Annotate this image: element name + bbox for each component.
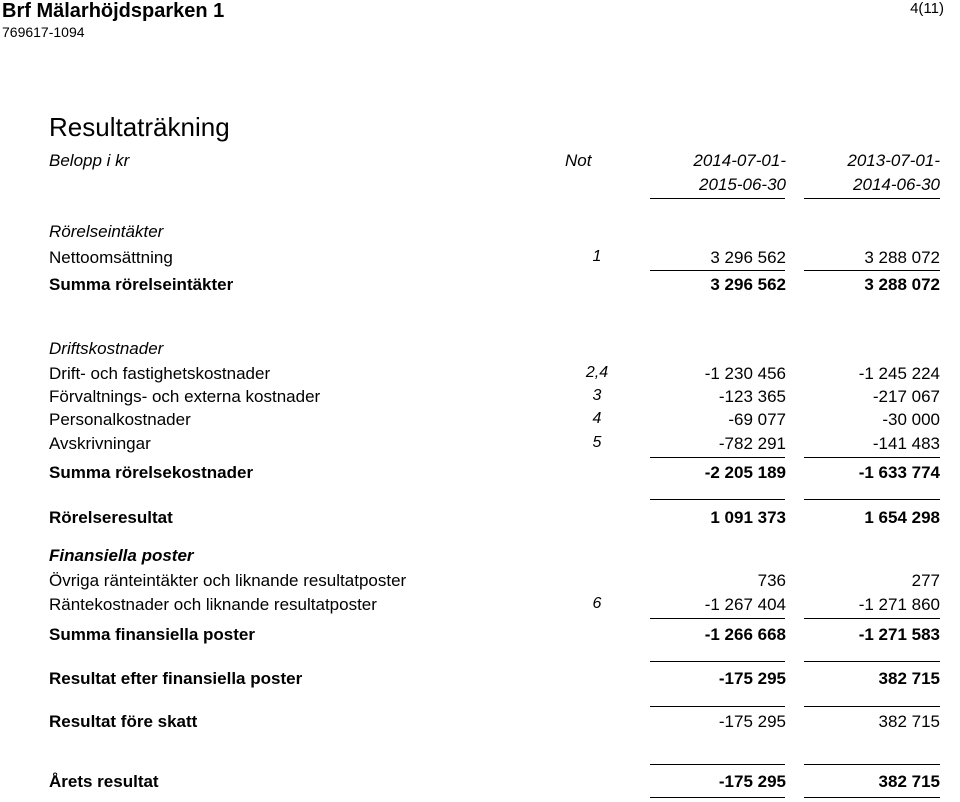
subtotal-rule [650, 270, 785, 271]
row-value-period2: 3 288 072 [864, 275, 940, 294]
row-value-period2: 382 715 [878, 772, 940, 791]
page-title: Resultaträkning [49, 112, 230, 142]
row-label: Resultat före skatt [49, 712, 198, 731]
subtotal-rule [650, 706, 785, 707]
row-label: Räntekostnader och liknande resultatposter [49, 595, 377, 614]
period1-header-line1: 2014-07-01- [693, 151, 786, 170]
row-value-period1: 1 091 373 [710, 508, 786, 527]
subtotal-rule [804, 499, 940, 500]
row-value-period1: -175 295 [718, 772, 786, 791]
row-value-period1: -1 266 668 [704, 625, 786, 644]
header-rule-period2 [804, 198, 940, 199]
row-value-period2: 3 288 072 [864, 248, 940, 267]
row-label: Resultat efter finansiella poster [49, 669, 303, 688]
row-note: 4 [592, 410, 602, 427]
table-row [0, 364, 960, 386]
section-heading-financial [0, 546, 960, 568]
row-label: Nettoomsättning [49, 248, 173, 267]
row-value-period1: -2 205 189 [704, 463, 786, 482]
table-row-subtotal [0, 508, 960, 530]
row-value-period2: -1 271 860 [858, 595, 940, 614]
table-row [0, 387, 960, 409]
row-label: Avskrivningar [49, 434, 151, 453]
period1-header-line2: 2015-06-30 [699, 175, 786, 194]
row-value-period1: 3 296 562 [710, 248, 786, 267]
row-value-period1: -175 295 [718, 712, 786, 731]
table-row [0, 712, 960, 734]
table-row-subtotal [0, 275, 960, 297]
period2-header-line1: 2013-07-01- [847, 151, 940, 170]
period2-header-line2: 2014-06-30 [853, 175, 940, 194]
table-row-subtotal [0, 463, 960, 485]
page-number: 4(11) [910, 0, 944, 17]
row-value-period1: -123 365 [718, 387, 786, 406]
row-value-period2: 382 715 [878, 712, 940, 731]
total-double-rule [804, 797, 940, 798]
subtotal-rule [804, 661, 940, 662]
row-label: Driftskostnader [49, 339, 164, 358]
subtotal-rule [804, 618, 940, 619]
total-double-rule [650, 797, 785, 798]
row-label: Summa finansiella poster [49, 625, 255, 644]
row-value-period1: -1 230 456 [704, 364, 786, 383]
table-row [0, 595, 960, 617]
row-value-period2: -1 271 583 [858, 625, 940, 644]
row-label: Övriga ränteintäkter och liknande resultatposter [49, 571, 407, 590]
subtotal-rule [650, 764, 785, 765]
table-row-subtotal [0, 625, 960, 647]
row-note: 2,4 [585, 364, 609, 381]
row-note: 3 [592, 387, 602, 404]
row-note: 1 [592, 248, 602, 265]
row-value-period2: -141 483 [872, 434, 940, 453]
row-value-period1: -782 291 [718, 434, 786, 453]
row-value-period2: 1 654 298 [864, 508, 940, 527]
subtotal-rule [650, 499, 785, 500]
row-label: Rörelseintäkter [49, 222, 164, 241]
row-value-period2: -1 633 774 [858, 463, 940, 482]
header-rule-period1 [650, 198, 785, 199]
table-row [0, 410, 960, 432]
amount-unit-label: Belopp i kr [49, 151, 130, 170]
table-row-subtotal [0, 669, 960, 691]
subtotal-rule [804, 457, 940, 458]
row-value-period2: -30 000 [882, 410, 940, 429]
row-value-period1: -69 077 [728, 410, 786, 429]
table-row-total [0, 772, 960, 794]
subtotal-rule [650, 457, 785, 458]
row-label: Summa rörelseintäkter [49, 275, 234, 294]
row-label: Summa rörelsekostnader [49, 463, 254, 482]
row-label: Förvaltnings- och externa kostnader [49, 387, 321, 406]
row-value-period2: 277 [911, 571, 940, 590]
table-row [0, 571, 960, 593]
subtotal-rule [804, 706, 940, 707]
row-value-period1: -1 267 404 [704, 595, 786, 614]
row-label: Personalkostnader [49, 410, 191, 429]
organization-number: 769617-1094 [2, 24, 85, 40]
row-value-period2: -1 245 224 [858, 364, 940, 383]
subtotal-rule [804, 270, 940, 271]
row-value-period2: 382 715 [878, 669, 940, 688]
row-value-period1: -175 295 [718, 669, 786, 688]
row-label: Rörelseresultat [49, 508, 173, 527]
row-value-period1: 3 296 562 [710, 275, 786, 294]
row-label: Drift- och fastighetskostnader [49, 364, 271, 383]
subtotal-rule [650, 661, 785, 662]
row-note: 5 [592, 434, 602, 451]
note-column-header: Not [565, 151, 592, 170]
row-label: Finansiella poster [49, 546, 194, 565]
organization-name: Brf Mälarhöjdsparken 1 [2, 0, 225, 22]
row-label: Årets resultat [49, 772, 159, 791]
row-value-period2: -217 067 [872, 387, 940, 406]
section-heading-operating-costs [0, 339, 960, 361]
row-value-period1: 736 [757, 571, 786, 590]
subtotal-rule [804, 764, 940, 765]
section-heading-revenue [0, 222, 960, 244]
row-note: 6 [592, 595, 602, 612]
table-row [0, 434, 960, 456]
subtotal-rule [650, 618, 785, 619]
table-row [0, 248, 960, 270]
